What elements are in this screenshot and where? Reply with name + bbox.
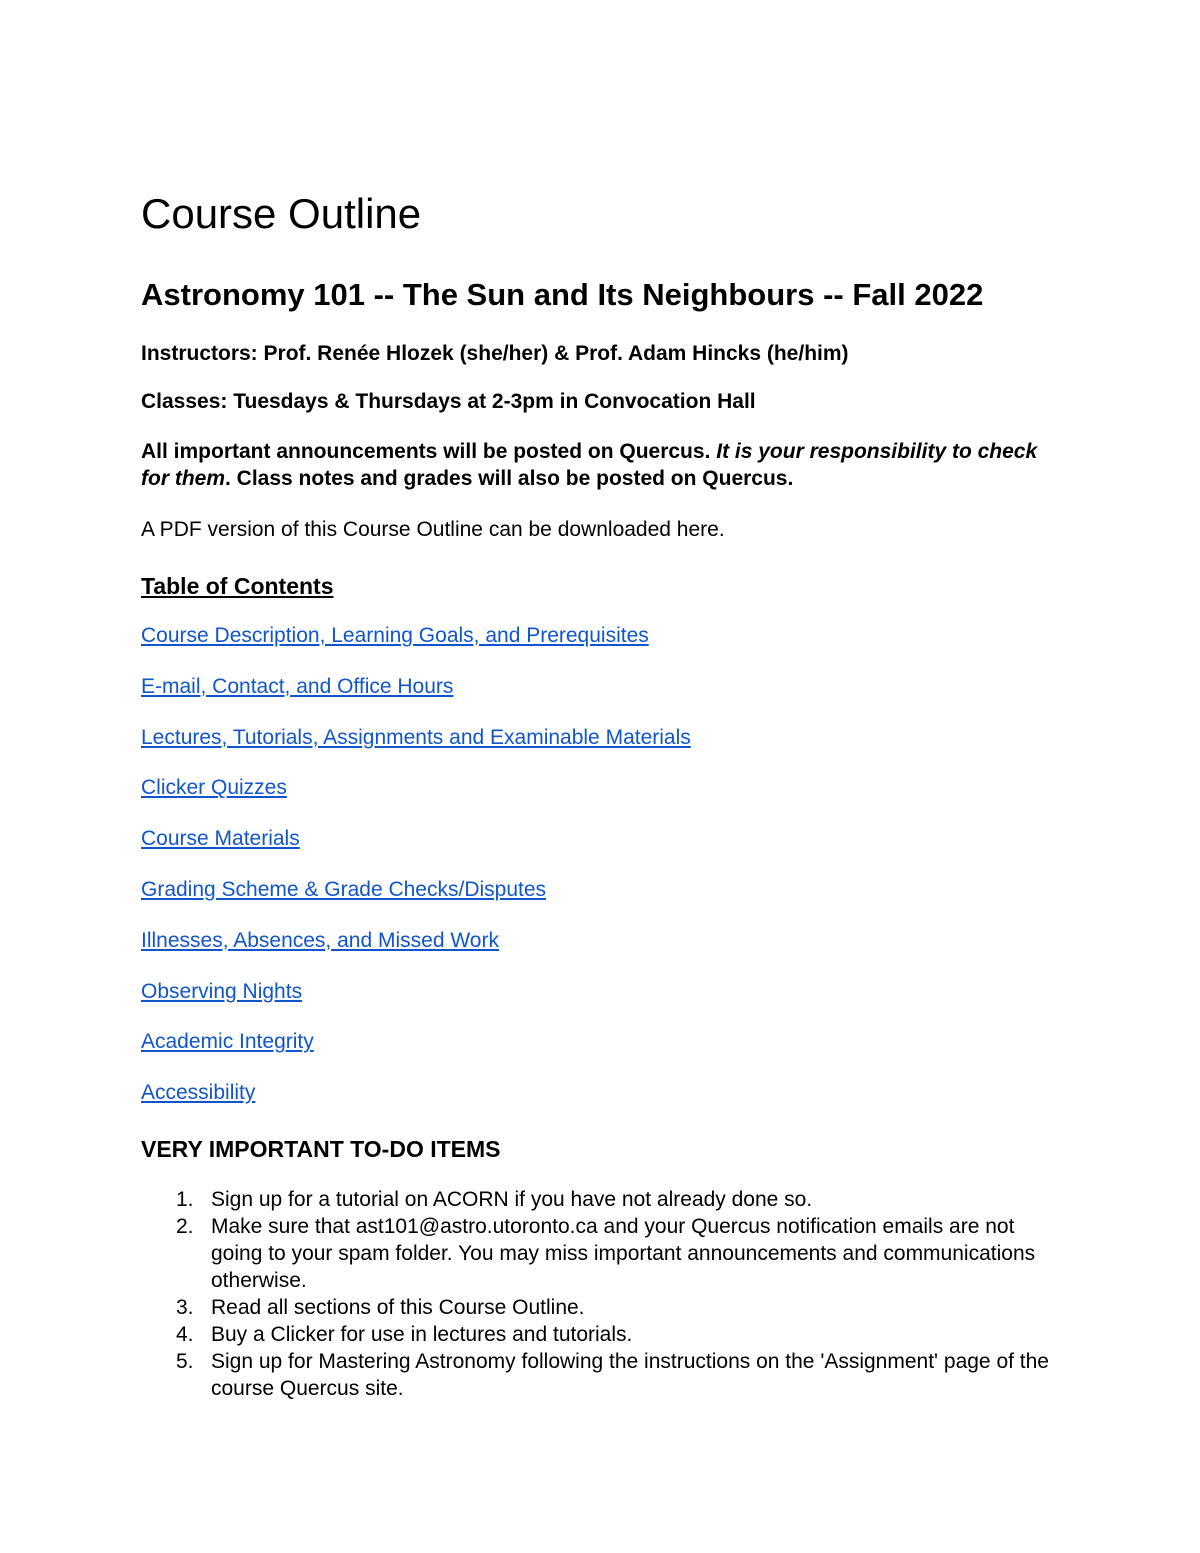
announcement-italic: It is your responsibility to check for them <box>141 440 1038 490</box>
announcement-text-2: . Class notes and grades will also be posted on Quercus. <box>225 467 794 490</box>
table-of-contents <box>141 622 691 1130</box>
toc-item <box>141 724 691 775</box>
toc-item <box>141 927 691 978</box>
todo-item <box>141 1186 1061 1213</box>
todo-item <box>141 1294 1061 1321</box>
todo-list <box>141 1186 1061 1402</box>
toc-item <box>141 1028 691 1079</box>
toc-link-academic-integrity[interactable]: Academic Integrity <box>141 1030 314 1054</box>
todo-text: Read all sections of this Course Outline. <box>211 1296 585 1319</box>
todo-item <box>141 1213 1061 1294</box>
toc-link-grading-scheme[interactable]: Grading Scheme & Grade Checks/Disputes <box>141 877 547 901</box>
toc-link-illnesses-absences[interactable]: Illnesses, Absences, and Missed Work <box>141 928 499 952</box>
todo-number: 2. <box>176 1215 194 1238</box>
toc-item <box>141 978 691 1029</box>
announcement-text-1: All important announcements will be posted on Quercus. <box>141 440 717 463</box>
todo-number: 5. <box>176 1350 194 1373</box>
pdf-download-note: A PDF version of this Course Outline can be downloaded here. <box>141 518 725 541</box>
todo-text: Make sure that ast101@astro.utoronto.ca and your Quercus notification emails are not going to your spam folder. You may miss important announcements and communications otherwise. <box>211 1215 1036 1292</box>
toc-link-course-description[interactable]: Course Description, Learning Goals, and Prerequisites <box>141 624 649 647</box>
todo-number: 1. <box>176 1188 194 1211</box>
toc-item <box>141 1079 691 1130</box>
toc-item <box>141 673 691 724</box>
todo-item <box>141 1321 1061 1348</box>
toc-link-clicker-quizzes[interactable]: Clicker Quizzes <box>141 776 287 800</box>
toc-link-lectures-tutorials[interactable]: Lectures, Tutorials, Assignments and Examinable Materials <box>141 725 691 749</box>
instructors-line: Instructors: Prof. Renée Hlozek (she/her) & Prof. Adam Hincks (he/him) <box>141 342 849 365</box>
toc-link-observing-nights[interactable]: Observing Nights <box>141 979 303 1003</box>
todo-number: 3. <box>176 1296 194 1319</box>
toc-item <box>141 876 691 927</box>
toc-link-course-materials[interactable]: Course Materials <box>141 827 300 851</box>
toc-item <box>141 774 691 825</box>
course-subtitle: Astronomy 101 -- The Sun and Its Neighbours -- Fall 2022 <box>141 277 984 312</box>
todo-text: Sign up for Mastering Astronomy following the instructions on the 'Assignment' page of the course Quercus site. <box>211 1350 1049 1400</box>
toc-item <box>141 622 691 673</box>
toc-heading: Table of Contents <box>141 573 334 599</box>
todo-number: 4. <box>176 1323 194 1346</box>
toc-link-accessibility[interactable]: Accessibility <box>141 1081 256 1105</box>
todo-item <box>141 1348 1061 1402</box>
todo-heading: VERY IMPORTANT TO-DO ITEMS <box>141 1136 501 1162</box>
todo-text: Buy a Clicker for use in lectures and tutorials. <box>211 1323 633 1346</box>
toc-item <box>141 825 691 876</box>
todo-text: Sign up for a tutorial on ACORN if you have not already done so. <box>211 1188 813 1211</box>
page-title: Course Outline <box>141 190 422 237</box>
announcement-paragraph <box>141 438 1061 492</box>
classes-line: Classes: Tuesdays & Thursdays at 2-3pm in Convocation Hall <box>141 390 756 413</box>
toc-link-email-contact[interactable]: E-mail, Contact, and Office Hours <box>141 674 454 698</box>
